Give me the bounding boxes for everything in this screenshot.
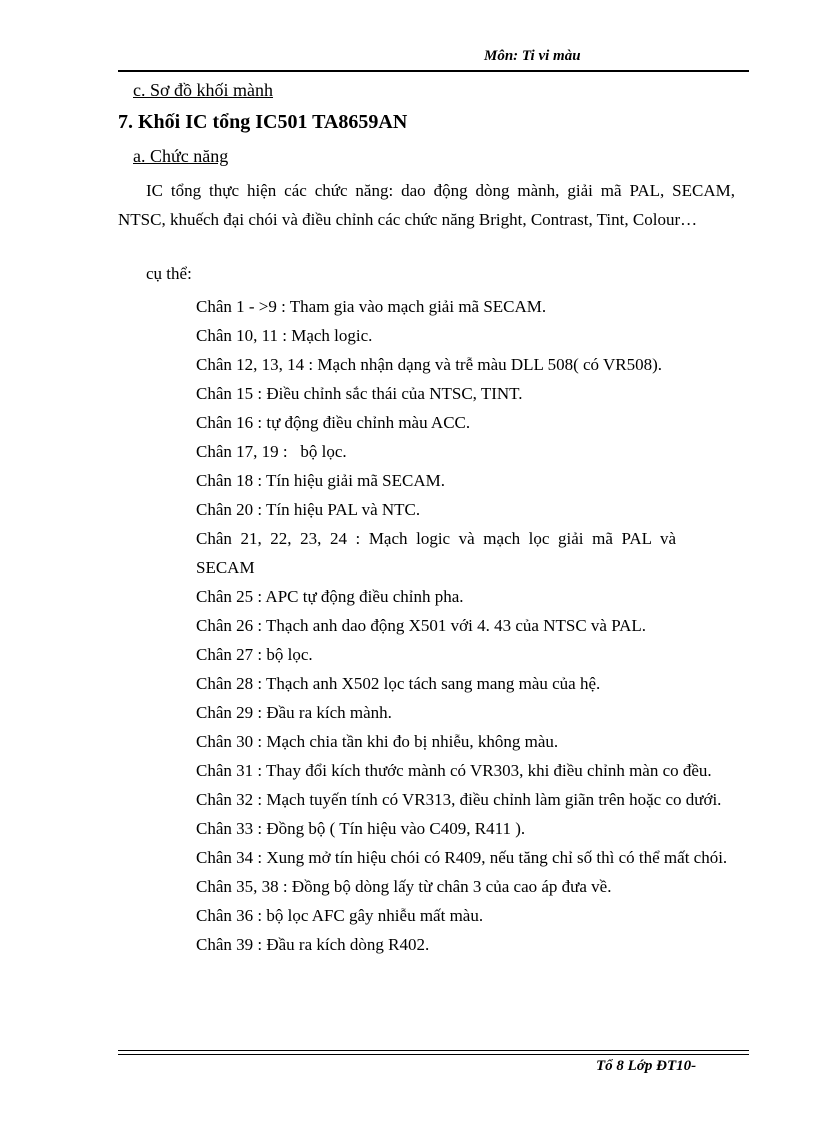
pin-item: Chân 29 : Đầu ra kích mành. <box>196 703 392 722</box>
pin-item: Chân 15 : Điều chỉnh sắc thái của NTSC, TINT. <box>196 384 523 403</box>
pin-item: Chân 28 : Thạch anh X502 lọc tách sang mang màu của hệ. <box>196 674 601 693</box>
cu-the-label: cụ thể: <box>146 264 192 283</box>
pin-item: Chân 30 : Mạch chia tần khi đo bị nhiễu, không màu. <box>196 732 559 751</box>
pin-item: Chân 34 : Xung mở tín hiệu chói có R409, nếu tăng chỉ số thì có thể mất chói. <box>196 848 728 867</box>
section-7-heading: 7. Khối IC tổng IC501 TA8659AN <box>118 111 408 133</box>
intro-paragraph: IC tổng thực hiện các chức năng: dao động dòng mành, giải mã PAL, SECAM, NTSC, khuếch đại chói và điều chỉnh các chức năng Bright, Contrast, Tint, Colour… <box>118 181 735 229</box>
subject-label: Môn: Ti vi màu <box>484 48 581 64</box>
pin-list <box>196 292 736 959</box>
section-c-heading: c. Sơ đồ khối mành <box>133 80 274 100</box>
pin-item: Chân 39 : Đầu ra kích dòng R402. <box>196 935 430 954</box>
page-header <box>118 48 749 70</box>
subsection-a-heading: a. Chức năng <box>133 146 229 166</box>
pin-item: Chân 17, 19 : bộ lọc. <box>196 442 347 461</box>
pin-item: Chân 12, 13, 14 : Mạch nhận dạng và trễ màu DLL 508( có VR508). <box>196 355 662 374</box>
header-divider <box>118 70 749 72</box>
pin-item: Chân 36 : bộ lọc AFC gây nhiễu mất màu. <box>196 906 484 925</box>
footer-divider-bottom <box>118 1054 749 1055</box>
pin-item: Chân 10, 11 : Mạch logic. <box>196 326 373 345</box>
pin-item: Chân 21, 22, 23, 24 : Mạch logic và mạch lọc giải mã PAL và SECAM <box>196 529 676 577</box>
pin-item: Chân 27 : bộ lọc. <box>196 645 313 664</box>
footer-class-label: Tổ 8 Lớp ĐT10- <box>596 1058 697 1074</box>
footer-divider-top <box>118 1050 749 1051</box>
pin-item: Chân 33 : Đồng bộ ( Tín hiệu vào C409, R411 ). <box>196 819 526 838</box>
pin-item: Chân 31 : Thay đổi kích thước mành có VR303, khi điều chỉnh màn co đều. <box>196 761 712 780</box>
pin-item: Chân 16 : tự động điều chỉnh màu ACC. <box>196 413 471 432</box>
pin-item: Chân 1 - >9 : Tham gia vào mạch giải mã SECAM. <box>196 297 547 316</box>
pin-item: Chân 20 : Tín hiệu PAL và NTC. <box>196 500 421 519</box>
pin-item: Chân 26 : Thạch anh dao động X501 với 4. 43 của NTSC và PAL. <box>196 616 647 635</box>
pin-item: Chân 32 : Mạch tuyến tính có VR313, điều chỉnh làm giãn trên hoặc co dưới. <box>196 790 722 809</box>
pin-item: Chân 18 : Tín hiệu giải mã SECAM. <box>196 471 446 490</box>
pin-item: Chân 35, 38 : Đồng bộ dòng lấy từ chân 3 của cao áp đưa về. <box>196 877 612 896</box>
pin-item: Chân 25 : APC tự động điều chỉnh pha. <box>196 587 464 606</box>
